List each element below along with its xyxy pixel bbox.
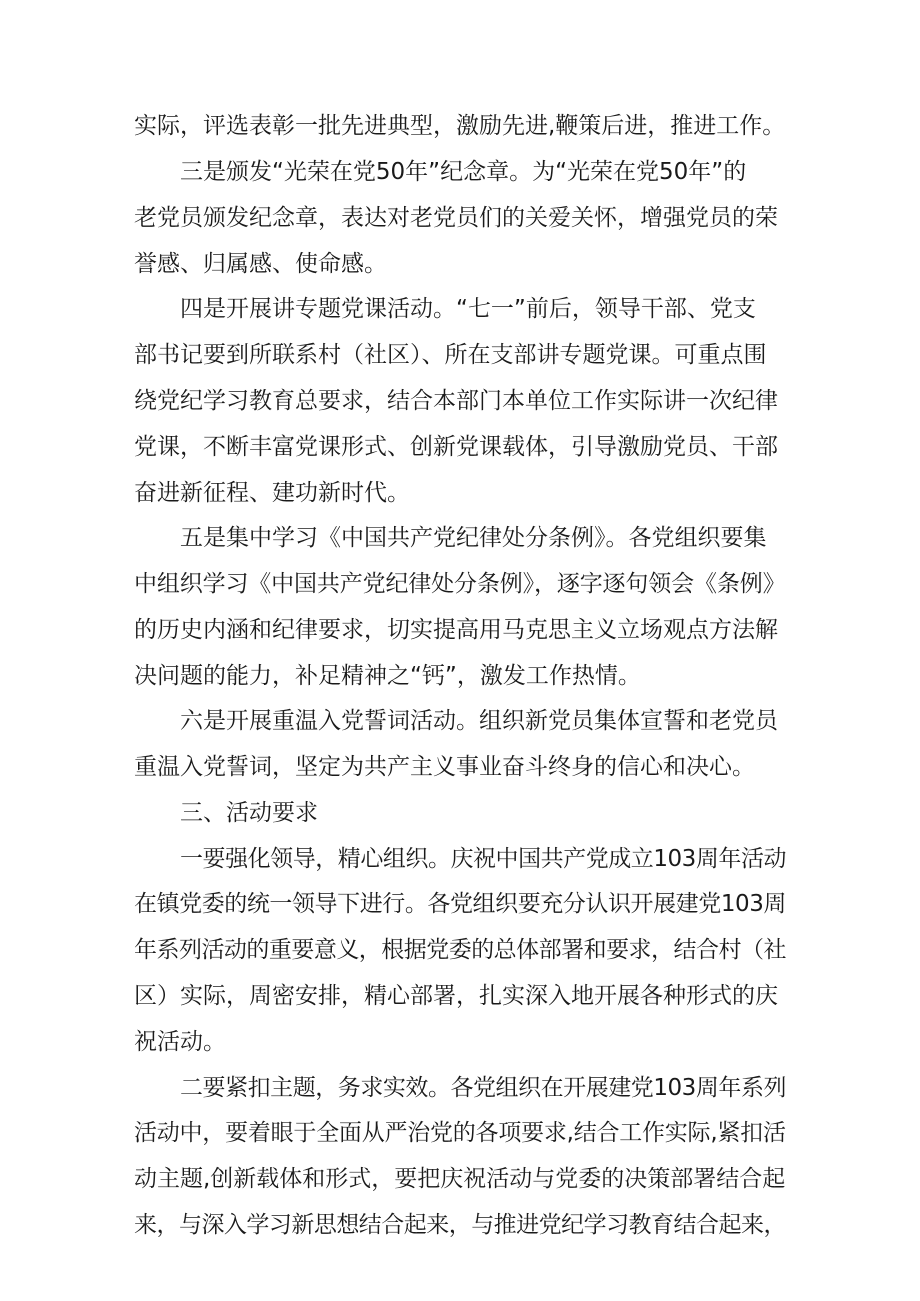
text-line: 老党员颁发纪念章，表达对老党员们的关爱关怀，增强党员的荣 — [134, 205, 778, 231]
text-line: 中组织学习《中国共产党纪律处分条例》，逐字逐句领会《条例》 — [134, 571, 786, 597]
text-line: 实际，评选表彰一批先进典型，激励先进,鞭策后进，推进工作。 — [134, 113, 786, 139]
text-line: 区）实际，周密安排，精心部署，扎实深入地开展各种形式的庆 — [134, 983, 778, 1009]
text-line: 二要紧扣主题，务求实效。各党组织在开展建党103周年系列 — [180, 1075, 787, 1101]
text-line: 在镇党委的统一领导下进行。各党组织要充分认识开展建党103周 — [134, 891, 787, 917]
text-line: 党课，不断丰富党课形式、创新党课载体，引导激励党员、干部 — [134, 434, 778, 460]
text-line: 年系列活动的重要意义，根据党委的总体部署和要求，结合村（社 — [134, 937, 786, 963]
text-line: 重温入党誓词，坚定为共产主义事业奋斗终身的信心和决心。 — [134, 754, 755, 780]
text-line: 动主题,创新载体和形式，要把庆祝活动与党委的决策部署结合起 — [134, 1166, 786, 1192]
text-line: 来，与深入学习新思想结合起来，与推进党纪学习教育结合起来， — [134, 1212, 786, 1238]
text-line: 绕党纪学习教育总要求，结合本部门本单位工作实际讲一次纪律 — [134, 388, 778, 414]
text-line: 五是集中学习《中国共产党纪律处分条例》。各党组织要集 — [180, 525, 767, 551]
text-line: 六是开展重温入党誓词活动。组织新党员集体宣誓和老党员 — [180, 708, 778, 734]
text-line: 誉感、归属感、使命感。 — [134, 251, 387, 277]
text-line: 奋进新征程、建功新时代。 — [134, 480, 410, 506]
text-line: 祝活动。 — [134, 1029, 226, 1055]
text-line: 的历史内涵和纪律要求，切实提高用马克思主义立场观点方法解 — [134, 617, 778, 643]
text-line: 活动中，要着眼于全面从严治党的各项要求,结合工作实际,紧扣活 — [134, 1120, 786, 1146]
text-line: 一要强化领导，精心组织。庆祝中国共产党成立103周年活动 — [180, 846, 787, 872]
text-line: 部书记要到所联系村（社区）、所在支部讲专题党课。可重点围 — [134, 342, 767, 368]
text-line: 三是颁发“光荣在党50年”纪念章。为“光荣在党50年”的 — [180, 159, 747, 185]
text-line: 四是开展讲专题党课活动。“七一”前后，领导干部、党支 — [180, 296, 756, 322]
text-line: 决问题的能力，补足精神之“钙”，激发工作热情。 — [134, 663, 641, 689]
section-heading: 三、活动要求 — [180, 800, 318, 826]
